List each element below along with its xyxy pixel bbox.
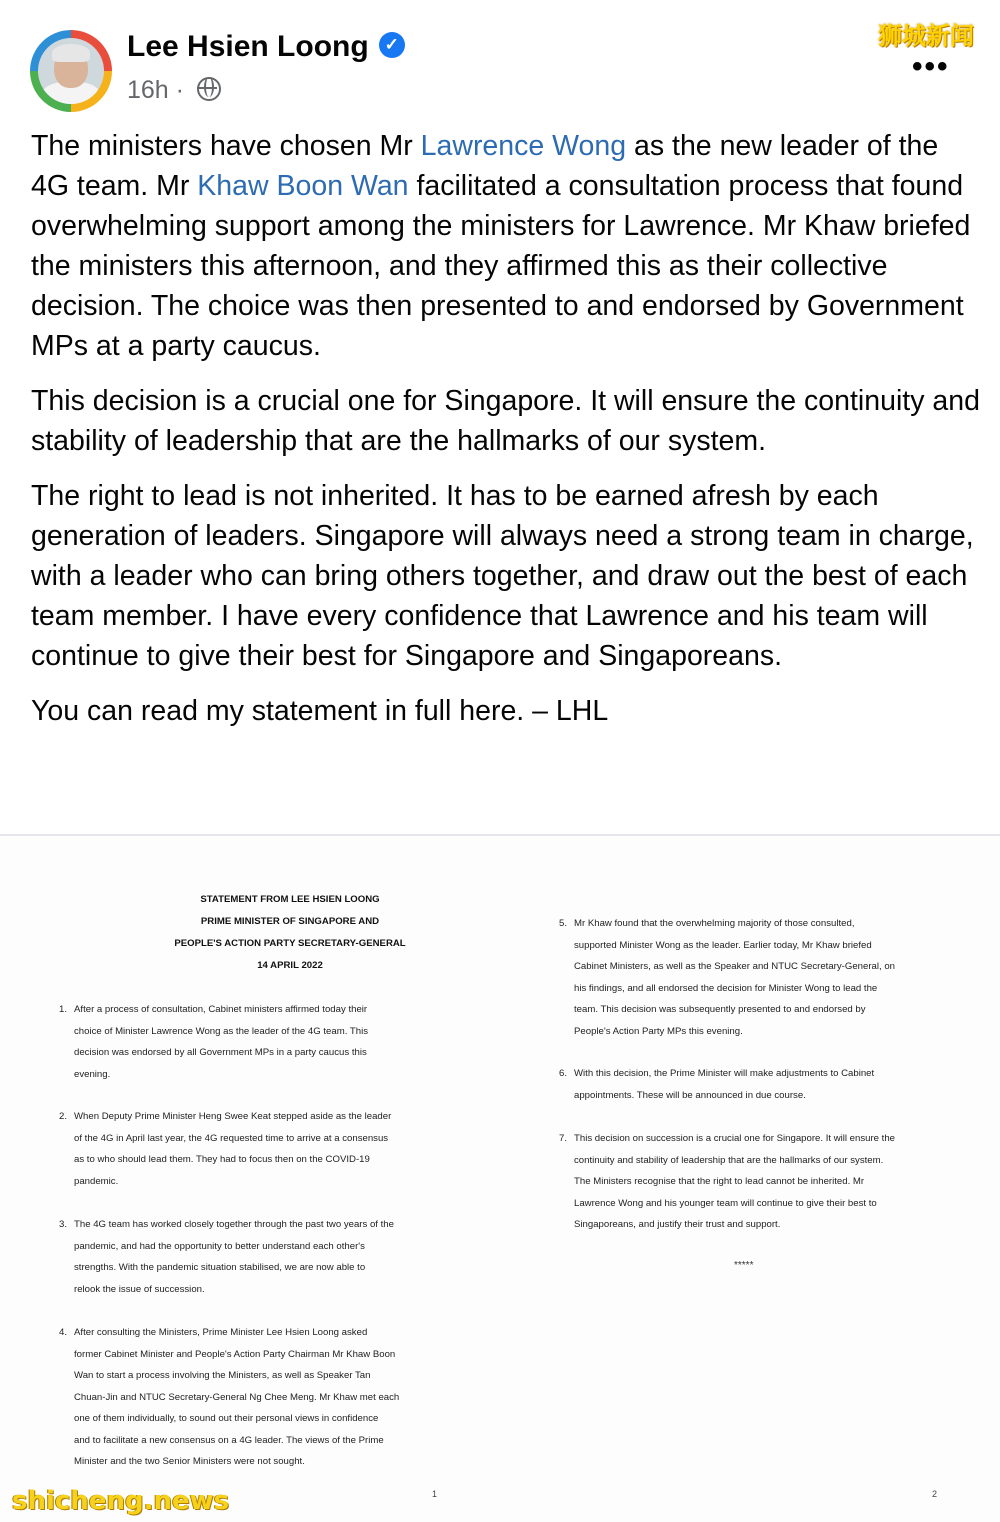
page-number: 1 (432, 1489, 438, 1499)
watermark-logo: 狮城新闻 (878, 23, 974, 50)
statement-item-3: 3. The 4G team has worked closely together through the past two years of the pandemic, and had the opportunity to better understand each other's strengths. With the pandemic situation stabilised, we are now able to relook the issue of succession. (59, 1219, 394, 1295)
post-paragraph: The right to lead is not inherited. It has to be earned afresh by each generation of leaders. Singapore will always need a strong team in charge, with a leader who can bring others together, and draw out the best of each team member. I have every confidence that Lawrence and his team will continue to give their best for Singapore and Singaporeans. (31, 480, 974, 672)
mention-lawrence-wong[interactable]: Lawrence Wong (420, 130, 627, 162)
post-time[interactable]: 16h (127, 76, 169, 104)
post-paragraph: This decision is a crucial one for Singapore. It will ensure the continuity and stability of leadership that are the hallmarks of our system. (31, 385, 980, 457)
statement-image[interactable] (0, 836, 1000, 1522)
statement-item-1: 1. After a process of consultation, Cabinet ministers affirmed today their choice of Minister Lawrence Wong as the leader of the 4G team. This decision was endorsed by all Government MPs in a party caucus this evening. (59, 1004, 369, 1080)
author-avatar[interactable] (30, 30, 112, 112)
statement-item-2: 2. When Deputy Prime Minister Heng Swee Keat stepped aside as the leader of the 4G in April last year, the 4G requested time to arrive at a consensus as to who should lead them. They had to focus then on the COVID-19 pandemic. (59, 1111, 392, 1187)
post-meta (127, 76, 221, 105)
statement-item-6: 6. With this decision, the Prime Minister will make adjustments to Cabinet appointments. These will be announced in due course. (559, 1068, 875, 1101)
avatar-photo (38, 38, 104, 104)
watermark-site: shicheng.news (12, 1486, 230, 1516)
page-number: 2 (932, 1489, 938, 1499)
statement-item-5: 5. Mr Khaw found that the overwhelming majority of those consulted, supported Minister Wong as the leader. Earlier today, Mr Khaw briefed Cabinet Ministers, as well as the Speaker and NTUC Secretary-General, on his findings, and all endorsed the decision for Minister Wong to lead the team. This decision was subsequently presented to and endorsed by People's Action Party MPs this evening. (559, 918, 895, 1037)
verified-badge-icon: ✓ (379, 32, 405, 58)
author-name[interactable]: Lee Hsien Loong (127, 30, 369, 63)
more-options-button[interactable]: ••• (912, 50, 950, 83)
mention-khaw-boon-wan[interactable]: Khaw Boon Wan (197, 170, 409, 202)
statement-end-marker: ***** (734, 1260, 754, 1271)
post-paragraph: You can read my statement in full here. – LHL (31, 695, 609, 727)
post-body (31, 126, 981, 746)
statement-title-line: PEOPLE'S ACTION PARTY SECRETARY-GENERAL (174, 938, 406, 949)
post-paragraph: The ministers have chosen Mr Lawrence Wong as the new leader of the 4G team. Mr Khaw Boon Wan facilitated a consultation process that found overwhelming support among the ministers for Lawrence. Mr Khaw briefed the ministers this afternoon, and they affirmed this as their collective decision. The choice was then presented to and endorsed by Government MPs at a party caucus. (31, 130, 971, 362)
meta-separator: · (175, 76, 184, 104)
statement-title-line: STATEMENT FROM LEE HSIEN LOONG (200, 894, 380, 905)
public-globe-icon (197, 77, 221, 101)
statement-item-4: 4. After consulting the Ministers, Prime Minister Lee Hsien Loong asked former Cabinet Minister and People's Action Party Chairman Mr Khaw Boon Wan to start a process involving the Ministers, as well as Speaker Tan Chuan-Jin and NTUC Secretary-General Ng Chee Meng. Mr Khaw met each one of them individually, to sound out their personal views in confidence and to facilitate a new consensus on a 4G leader. The views of the Prime Minister and the two Senior Ministers were not sought. (59, 1327, 400, 1467)
author-name-row (127, 30, 405, 64)
statement-date: 14 APRIL 2022 (257, 960, 323, 971)
statement-title-line: PRIME MINISTER OF SINGAPORE AND (200, 916, 380, 927)
statement-item-7: 7. This decision on succession is a crucial one for Singapore. It will ensure the continuity and stability of leadership that are the hallmarks of our system. The Ministers recognise that the right to lead cannot be inherited. Mr Lawrence Wong and his younger team will continue to give their best to Singaporeans, and justify their trust and support. (559, 1133, 896, 1230)
